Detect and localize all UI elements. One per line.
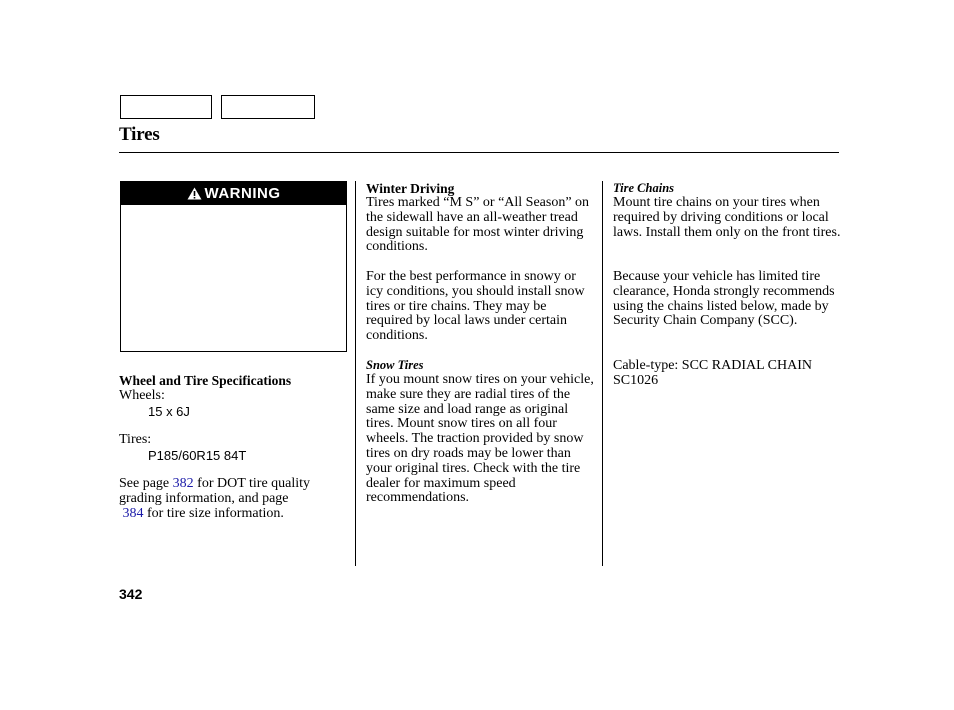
title-divider [119, 152, 839, 153]
chains-paragraph-1: Mount tire chains on your tires when required by driving conditions or local laws. Install them only on the front tires. [613, 195, 841, 240]
nav-box-main-menu[interactable] [120, 95, 212, 119]
tire-chains-heading: Tire Chains [613, 181, 675, 195]
snow-tires-heading: Snow Tires [366, 358, 424, 372]
tires-label: Tires: [119, 432, 152, 447]
column-divider-1 [355, 181, 356, 566]
page-link-384[interactable]: 384 [122, 505, 144, 521]
winter-paragraph-1: Tires marked “M S” or “All Season” on the sidewall have an all-weather tread design suitable for most winter driving conditions. [366, 195, 590, 255]
see-suffix: for tire size information. [143, 505, 284, 521]
nav-box-index[interactable] [221, 95, 315, 119]
warning-header [121, 182, 346, 205]
page-link-382[interactable]: 382 [172, 476, 194, 491]
page-number: 342 [119, 586, 143, 602]
page-title: Tires [119, 124, 160, 145]
see-mid: for DOT tire quality grading information, and page [119, 476, 311, 506]
column-divider-2 [602, 181, 603, 566]
warning-label: WARNING [204, 185, 281, 202]
winter-driving-heading: Winter Driving [366, 181, 455, 196]
wheels-value: 15 x 6J [148, 404, 190, 419]
chains-paragraph-3: Cable-type: SCC RADIAL CHAIN SC1026 [613, 358, 812, 388]
warning-triangle-icon [187, 187, 202, 200]
tires-value: P185/60R15 84T [148, 448, 247, 463]
see-prefix: See page [119, 476, 173, 491]
see-page-note [119, 477, 344, 521]
specs-heading: Wheel and Tire Specifications [119, 373, 292, 388]
winter-paragraph-2: For the best performance in snowy or icy conditions, you should install snow tires or tire chains. They may be required by local laws under certain conditions. [366, 269, 585, 344]
chains-paragraph-2: Because your vehicle has limited tire clearance, Honda strongly recommends using the chains listed below, made by Security Chain Company (SCC). [613, 269, 835, 329]
warning-box [120, 181, 347, 352]
wheels-label: Wheels: [119, 388, 165, 403]
snow-tires-paragraph: If you mount snow tires on your vehicle, make sure they are radial tires of the same size and load range as original tires. Mount snow tires on all four wheels. The traction provided by snow tires on dry roads may be lower than your original tires. Check with the tire dealer for maximum speed recommendations. [366, 372, 594, 506]
